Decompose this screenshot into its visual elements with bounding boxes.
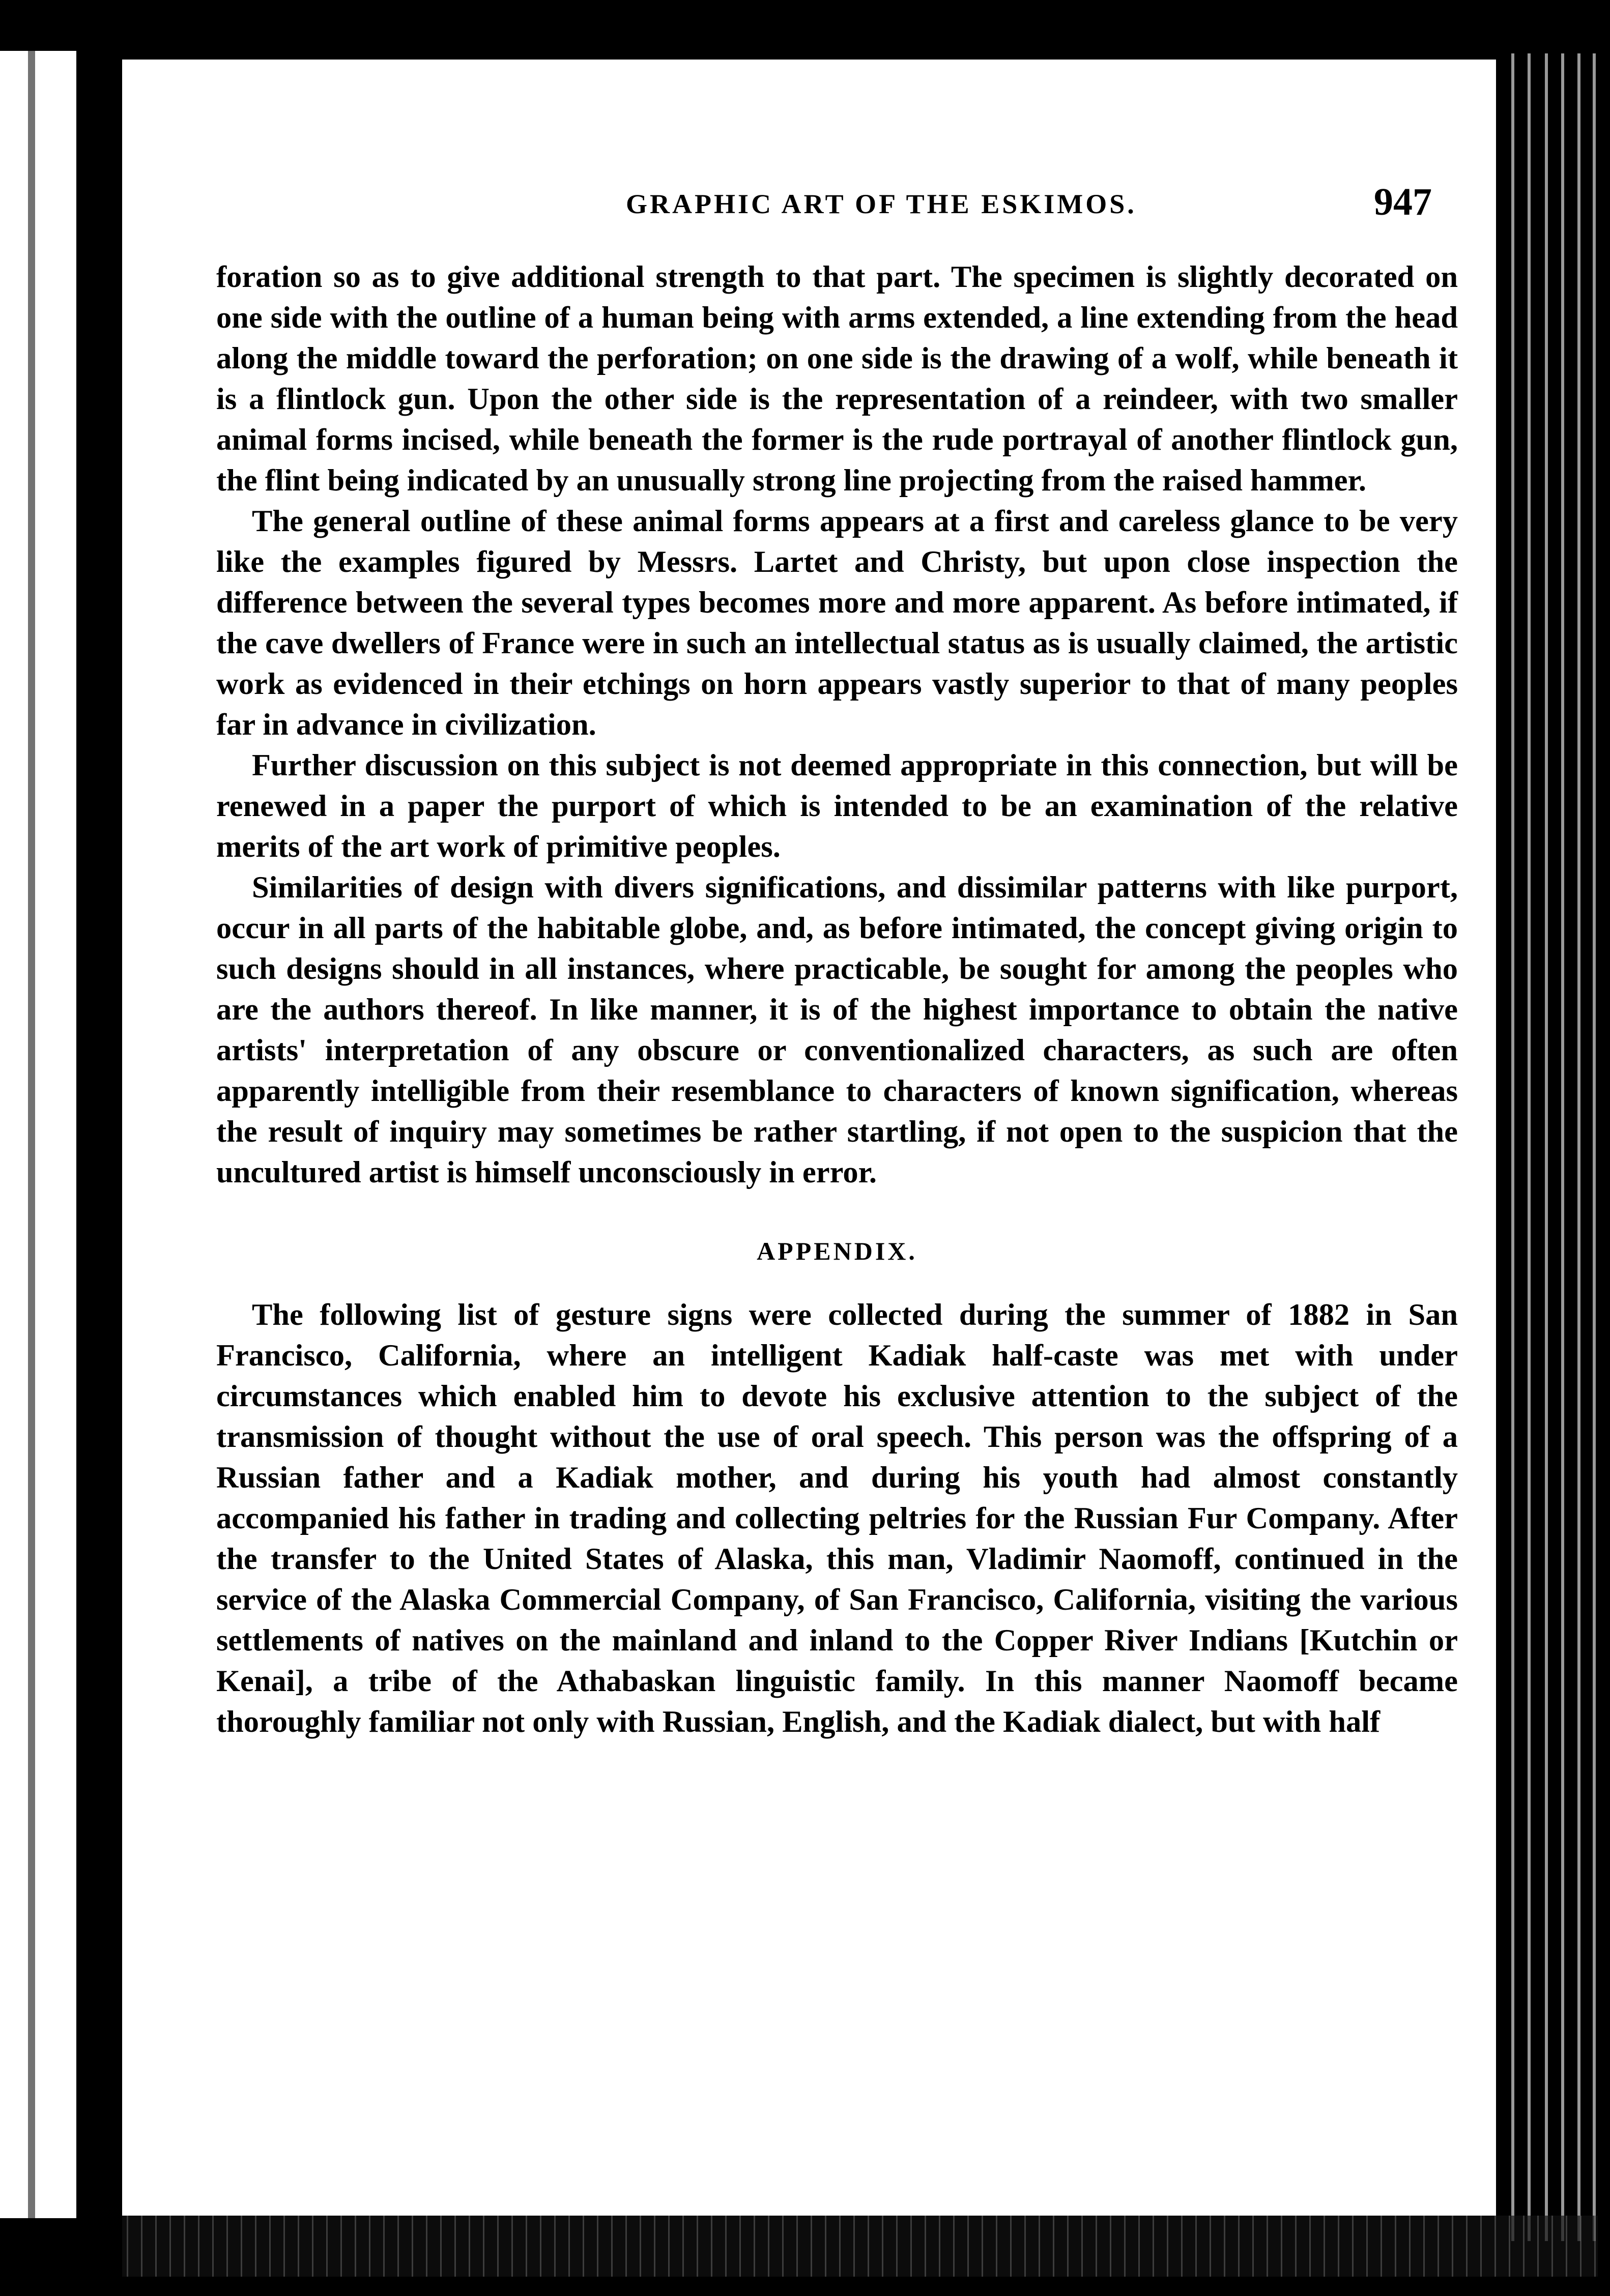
paragraph-continuation: foration so as to give additional strength to that part. The specimen is slightly decorated on one side with the outline of a human being with arms extended, a line extending from the head along the middle toward the perforation; on one side is the drawing of a wolf, while beneath it is a flintlock gun. Upon the other side is the representation of a reindeer, with two smaller animal forms incised, while beneath the former is the rude portrayal of another flintlock gun, the flint being indicated by an unusually strong line projecting from the raised hammer.	[216, 260, 1458, 498]
edge-stripe	[1511, 53, 1514, 2241]
running-head: GRAPHIC ART OF THE ESKIMOS.	[626, 189, 1137, 219]
edge-stripe	[1593, 53, 1596, 2241]
page-number: 947	[1374, 181, 1432, 223]
facing-page-shadow	[28, 51, 35, 2218]
book-page	[122, 53, 1496, 2216]
page-header	[214, 137, 1455, 223]
paragraph: Similarities of design with divers significations, and dissimilar patterns with like purport, occur in all parts of the habitable globe, and, as before intimated, the concept giving origin to such designs should in all instances, where practicable, be sought for among the peoples who are the authors thereof. In like manner, it is of the highest importance to obtain the native artists' interpretation of any obscure or conventionalized characters, as such are often apparently intelligible from their resemblance to characters of known signification, whereas the result of inquiry may sometimes be rather startling, if not open to the suspicion that the uncultured artist is himself unconsciously in error.	[216, 870, 1458, 1189]
edge-stripe	[1545, 53, 1548, 2241]
edge-stripe	[1561, 53, 1564, 2241]
paragraph: Further discussion on this subject is not deemed appropriate in this connection, but will be renewed in a paper the purport of which is intended to be an examination of the relative merits of the art work of primitive peoples.	[216, 748, 1458, 864]
appendix-paragraph: The following list of gesture signs were collected during the summer of 1882 in San Francisco, California, where an intelligent Kadiak half-caste was met with under circumstances which enabled him to devote his exclusive attention to the subject of the transmission of thought without the use of oral speech. This person was the offspring of a Russian father and a Kadiak mother, and during his youth had almost constantly accompanied his father in trading and collecting peltries for the Russian Fur Company. After the transfer to the United States of Alaska, this man, Vladimir Naomoff, continued in the service of the Alaska Commercial Company, of San Francisco, California, visiting the various settlements of natives on the mainland and inland to the Copper River Indians [Kutchin or Kenai], a tribe of the Athabaskan linguistic family. In this manner Naomoff became thoroughly familiar not only with Russian, English, and the Kadiak dialect, but with half	[216, 1298, 1458, 1739]
facing-page-edge	[0, 51, 88, 2218]
page-body	[216, 257, 1458, 1742]
paragraph: The general outline of these animal forms appears at a first and careless glance to be very like the examples figured by Messrs. Lartet and Christy, but upon close inspection the difference between the several types becomes more and more apparent. As before intimated, if the cave dwellers of France were in such an intellectual status as is usually claimed, the artistic work as evidenced in their etchings on horn appears vastly superior to that of many peoples far in advance in civilization.	[216, 504, 1458, 742]
edge-stripe	[1577, 53, 1580, 2241]
page-top-rule	[122, 53, 1496, 60]
page-stack-edge	[1496, 53, 1610, 2241]
scan-bottom-noise	[122, 2216, 1598, 2277]
edge-stripe	[1528, 53, 1531, 2241]
appendix-heading: APPENDIX.	[757, 1237, 917, 1265]
